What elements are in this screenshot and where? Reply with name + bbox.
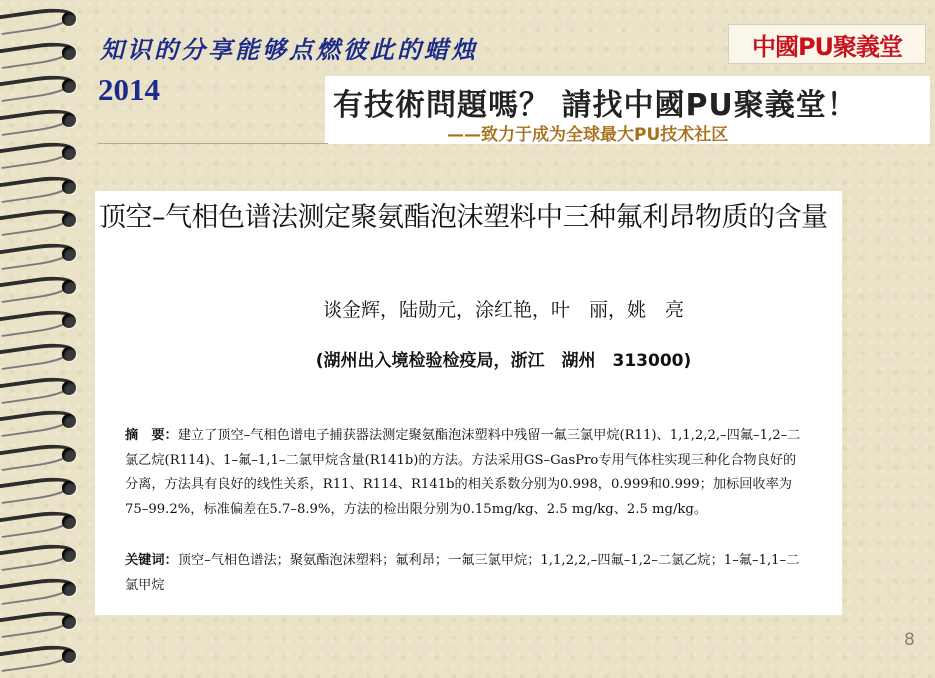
header-divider — [98, 143, 328, 144]
binding-hole — [62, 582, 76, 596]
keywords-label: 关键词： — [125, 553, 178, 568]
paper-authors: 谈金辉，陆勋元，涂红艳，叶 丽，姚 亮 — [322, 299, 684, 321]
spiral-ring — [0, 371, 92, 401]
spiral-ring — [0, 538, 92, 568]
spiral-ring — [0, 304, 92, 334]
ad-banner-headline: 有技術問題嗎？ 請找中國PU聚義堂！ — [333, 88, 858, 123]
ad-banner-tagline: ——致力于成为全球最大PU技术社区 — [447, 125, 729, 145]
spiral-ring — [0, 605, 92, 635]
spiral-ring — [0, 404, 92, 434]
spiral-ring — [0, 170, 92, 200]
spiral-ring — [0, 36, 92, 66]
spiral-ring — [0, 103, 92, 133]
binding-hole — [62, 381, 76, 395]
ad-banner — [325, 76, 930, 144]
slide-year: 2014 — [98, 72, 160, 107]
brand-logo: 中國PU聚義堂 — [728, 24, 926, 64]
spiral-ring — [0, 639, 92, 669]
spiral-ring — [0, 471, 92, 501]
paper-affiliation: (湖州出入境检验检疫局，浙江 湖州 313000) — [315, 351, 692, 371]
spiral-ring — [0, 438, 92, 468]
binding-hole — [62, 615, 76, 629]
binding-hole — [62, 347, 76, 361]
binding-hole — [62, 12, 76, 26]
abstract-label: 摘 要： — [125, 428, 178, 443]
paper-title: 顶空–气相色谱法测定聚氨酯泡沫塑料中三种氟利昂物质的含量 — [99, 202, 828, 233]
binding-hole — [62, 180, 76, 194]
spiral-ring — [0, 69, 92, 99]
spiral-binding — [0, 0, 95, 678]
binding-hole — [62, 448, 76, 462]
binding-hole — [62, 314, 76, 328]
paper-excerpt — [95, 191, 842, 615]
spiral-ring — [0, 203, 92, 233]
binding-hole — [62, 280, 76, 294]
binding-hole — [62, 113, 76, 127]
binding-hole — [62, 46, 76, 60]
slide-title: 知识的分享能够点燃彼此的蜡烛 — [100, 35, 478, 64]
spiral-ring — [0, 270, 92, 300]
spiral-ring — [0, 237, 92, 267]
paper-abstract — [125, 424, 807, 522]
spiral-ring — [0, 505, 92, 535]
abstract-text: 建立了顶空–气相色谱电子捕获器法测定聚氨酯泡沫塑料中残留一氟三氯甲烷(R11)、1,1,2,2,–四氟–1,2–二氯乙烷(R114)、1–氟–1,1–二氯甲烷含量(R141b)的方法。方法采用GS–GasPro专用气体柱实现三种化合物良好的分离，方法具有良好的线性关系，R11、R114、R141b的相关系数分别为0.998，0.999和0.999；加标回收率为75–99.2%，标准偏差在5.7–8.9%，方法的检出限分别为0.15mg/kg、2.5 mg/kg、2.5 mg/kg。 — [125, 428, 801, 517]
binding-hole — [62, 548, 76, 562]
binding-hole — [62, 247, 76, 261]
binding-hole — [62, 146, 76, 160]
binding-hole — [62, 79, 76, 93]
paper-keywords — [125, 549, 807, 598]
binding-hole — [62, 649, 76, 663]
binding-hole — [62, 515, 76, 529]
spiral-ring — [0, 572, 92, 602]
binding-hole — [62, 414, 76, 428]
binding-hole — [62, 481, 76, 495]
binding-hole — [62, 213, 76, 227]
spiral-ring — [0, 2, 92, 32]
spiral-ring — [0, 337, 92, 367]
keywords-text: 顶空–气相色谱法；聚氨酯泡沫塑料；氟利昂；一氟三氯甲烷；1,1,2,2,–四氟–1,2–二氯乙烷；1–氟–1,1–二氯甲烷 — [125, 553, 800, 593]
spiral-ring — [0, 136, 92, 166]
page-number: 8 — [904, 630, 915, 650]
